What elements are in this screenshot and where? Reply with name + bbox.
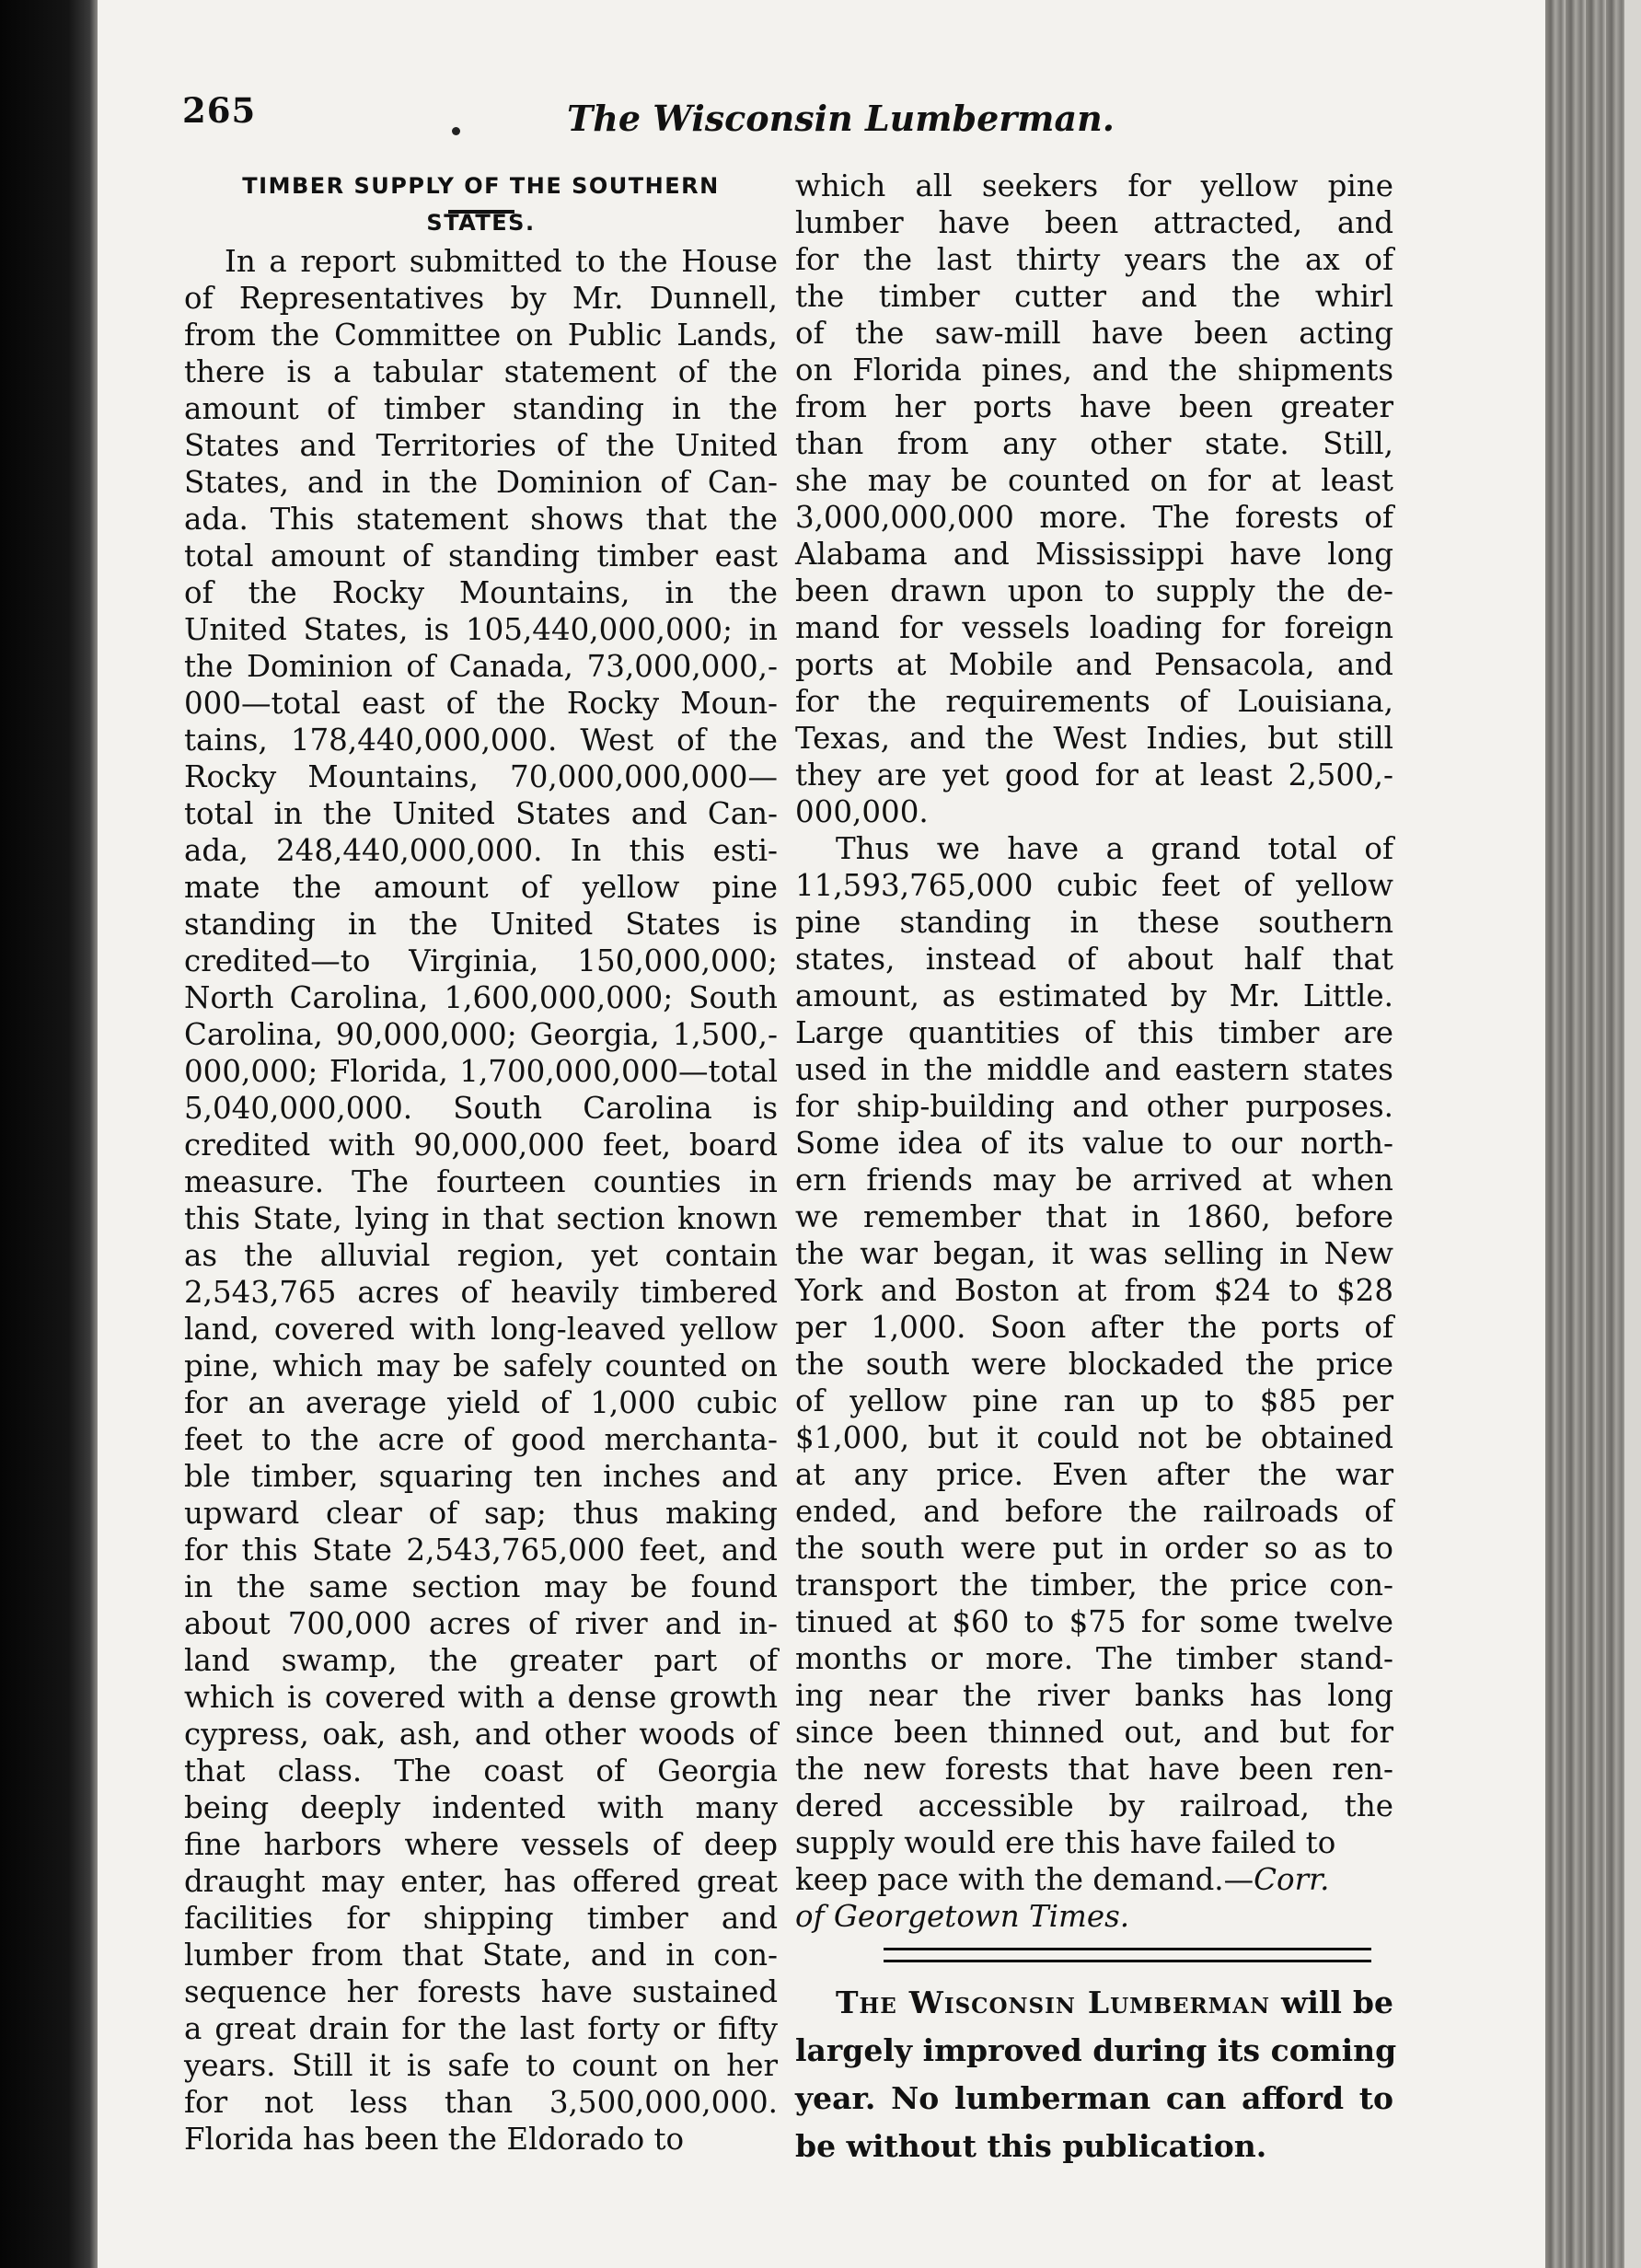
text-line: from the Committee on Public Lands, (184, 318, 778, 353)
text-line: the south were put in order so as to (795, 1531, 1393, 1566)
text-line: credited—to Virginia, 150,000,000; (184, 943, 778, 978)
notice-line-3: year. No lumberman can afford to (795, 2080, 1393, 2116)
text-line: North Carolina, 1,600,000,000; South (184, 980, 778, 1015)
text-line: for ship-building and other purposes. (795, 1089, 1393, 1124)
text-line: from her ports have been greater (795, 389, 1393, 424)
text-line: than from any other state. Still, (795, 426, 1393, 461)
text-line: which all seekers for yellow pine (795, 168, 1393, 203)
text-line: facilities for shipping timber and (184, 1901, 778, 1936)
text-line: months or more. The timber stand- (795, 1641, 1393, 1676)
text-line: ports at Mobile and Pensacola, and (795, 647, 1393, 682)
text-line: for this State 2,543,765,000 feet, and (184, 1533, 778, 1568)
text-line: ern friends may be arrived at when (795, 1163, 1393, 1198)
text-line: sequence her forests have sustained (184, 1974, 778, 2009)
text-line: being deeply indented with many (184, 1790, 778, 1825)
text-line: upward clear of sap; thus making (184, 1496, 778, 1531)
text-line: supply would ere this have failed to (795, 1825, 1336, 1860)
text-line: $1,000, but it could not be obtained (795, 1420, 1393, 1455)
text-line: 3,000,000,000 more. The forests of (795, 500, 1393, 535)
text-line: of the Rocky Mountains, in the (184, 575, 778, 610)
article-closing-line: keep pace with the demand.—Corr. (795, 1862, 1330, 1897)
text-line: been drawn upon to supply the de- (795, 573, 1393, 608)
text-line: amount, as estimated by Mr. Little. (795, 978, 1393, 1013)
text-line: of the saw-mill have been acting (795, 316, 1393, 351)
text-line: which is covered with a dense growth (184, 1680, 778, 1715)
text-line: total amount of standing timber east (184, 538, 778, 573)
text-line: lumber have been attracted, and (795, 205, 1393, 240)
text-line: as the alluvial region, yet contain (184, 1238, 778, 1273)
right-page-edge (1545, 0, 1641, 2268)
right-column-text (795, 168, 1393, 830)
notice-title: The Wisconsin Lumberman (836, 1984, 1271, 2020)
text-line: states, instead of about half that (795, 942, 1393, 977)
text-line: Some idea of its value to our north- (795, 1126, 1393, 1161)
text-line: total in the United States and Can- (184, 796, 778, 831)
text-line: the war began, it was selling in New (795, 1236, 1393, 1271)
text-line: for the last thirty years the ax of (795, 242, 1393, 277)
notice-line-2: largely improved during its coming (795, 2032, 1397, 2068)
text-line: amount of timber standing in the (184, 391, 778, 426)
text-line: the Dominion of Canada, 73,000,000,- (184, 649, 778, 684)
text-line: that class. The coast of Georgia (184, 1753, 778, 1788)
text-line: credited with 90,000,000 feet, board (184, 1128, 778, 1163)
text-line: ada. This statement shows that the (184, 502, 778, 537)
text-line: used in the middle and eastern states (795, 1052, 1393, 1087)
text-line: the timber cutter and the whirl (795, 279, 1393, 314)
left-binding-shadow (0, 0, 98, 2268)
attribution-source: of Georgetown Times. (795, 1899, 1130, 1934)
text-line: Thus we have a grand total of (836, 831, 1393, 866)
text-line: standing in the United States is (184, 907, 778, 942)
notice-line-1: The Wisconsin Lumberman will be (836, 1984, 1393, 2020)
text-line: years. Still it is safe to count on her (184, 2048, 778, 2083)
attribution: Corr. (1254, 1862, 1330, 1897)
text-line: pine, which may be safely counted on (184, 1348, 778, 1383)
text-line: York and Boston at from $24 to $28 (795, 1273, 1393, 1308)
text-line: Texas, and the West Indies, but still (795, 721, 1393, 756)
text-line: tains, 178,440,000,000. West of the (184, 723, 778, 758)
text-line: draught may enter, has offered great (184, 1864, 778, 1899)
text-line: 5,040,000,000. South Carolina is (184, 1091, 778, 1126)
text-line: Alabama and Mississippi have long (795, 537, 1393, 572)
text-line: Florida has been the Eldorado to (184, 2122, 685, 2157)
text-line: cypress, oak, ash, and other woods of (184, 1717, 778, 1752)
text-line: since been thinned out, and but for (795, 1715, 1393, 1750)
text-line: ble timber, squaring ten inches and (184, 1459, 778, 1494)
left-column-text (184, 243, 778, 2158)
text-line: of Representatives by Mr. Dunnell, (184, 281, 778, 316)
text-line: land, covered with long-leaved yellow (184, 1312, 778, 1347)
text-line: Rocky Mountains, 70,000,000,000— (184, 759, 778, 794)
text-line: United States, is 105,440,000,000; in (184, 612, 778, 647)
magazine-page (98, 0, 1545, 2268)
text-line: the new forests that have been ren- (795, 1752, 1393, 1787)
text-line: feet to the acre of good merchanta- (184, 1422, 778, 1457)
article-headline: TIMBER SUPPLY OF THE SOUTHERN STATES. (242, 173, 720, 236)
text-line: land swamp, the greater part of (184, 1643, 778, 1678)
text-line: 11,593,765,000 cubic feet of yellow (795, 868, 1393, 903)
text-line: at any price. Even after the war (795, 1457, 1393, 1492)
text-line: per 1,000. Soon after the ports of (795, 1310, 1393, 1345)
text-line: States and Territories of the United (184, 428, 778, 463)
text-line: States, and in the Dominion of Can- (184, 465, 778, 500)
text-line: 000—total east of the Rocky Moun- (184, 686, 778, 721)
text-line: we remember that in 1860, before (795, 1199, 1393, 1234)
text-line: In a report submitted to the House (225, 244, 778, 279)
text-line: measure. The fourteen counties in (184, 1164, 778, 1199)
right-column-paragraph-2 (795, 830, 1393, 1861)
text-line: dered accessible by railroad, the (795, 1788, 1393, 1823)
running-head: The Wisconsin Lumberman. (567, 98, 1115, 139)
text-line: this State, lying in that section known (184, 1201, 778, 1236)
text-line: they are yet good for at least 2,500,- (795, 758, 1393, 793)
text-line: in the same section may be found (184, 1569, 778, 1604)
text-line: Large quantities of this timber are (795, 1015, 1393, 1050)
text-line: lumber from that State, and in con- (184, 1938, 778, 1973)
text-line: ing near the river banks has long (795, 1678, 1393, 1713)
text-line: a great drain for the last forty or fifty (184, 2011, 778, 2046)
text-line: about 700,000 acres of river and in- (184, 1606, 778, 1641)
text-line: ada, 248,440,000,000. In this esti- (184, 833, 778, 868)
text-line: 000,000. (795, 794, 929, 829)
text-line: for not less than 3,500,000,000. (184, 2085, 778, 2120)
text-line: 000,000; Florida, 1,700,000,000—total (184, 1054, 778, 1089)
text-line: for an average yield of 1,000 cubic (184, 1385, 778, 1420)
text-line: fine harbors where vessels of deep (184, 1827, 778, 1862)
text-line: ended, and before the railroads of (795, 1494, 1393, 1529)
text-line: there is a tabular statement of the (184, 354, 778, 389)
text-line: she may be counted on for at least (795, 463, 1393, 498)
text-line: pine standing in these southern (795, 905, 1393, 940)
notice-line-4: be without this publication. (795, 2128, 1267, 2164)
text-line: tinued at $60 to $75 for some twelve (795, 1604, 1393, 1639)
page-number: 265 (182, 90, 257, 131)
text-line: the south were blockaded the price (795, 1347, 1393, 1382)
publication-notice (795, 1979, 1397, 2170)
section-divider (884, 1948, 1371, 1962)
left-column (184, 168, 778, 2158)
text-line: for the requirements of Louisiana, (795, 684, 1393, 719)
text-line: mate the amount of yellow pine (184, 870, 778, 905)
text-line: on Florida pines, and the shipments (795, 353, 1393, 388)
text-line: 2,543,765 acres of heavily timbered (184, 1275, 778, 1310)
ink-speck (452, 127, 460, 135)
text-line: of yellow pine ran up to $85 per (795, 1383, 1393, 1418)
right-column (795, 168, 1397, 2170)
text-line: mand for vessels loading for foreign (795, 610, 1393, 645)
text-line: transport the timber, the price con- (795, 1568, 1393, 1603)
text-line: Carolina, 90,000,000; Georgia, 1,500,- (184, 1017, 778, 1052)
